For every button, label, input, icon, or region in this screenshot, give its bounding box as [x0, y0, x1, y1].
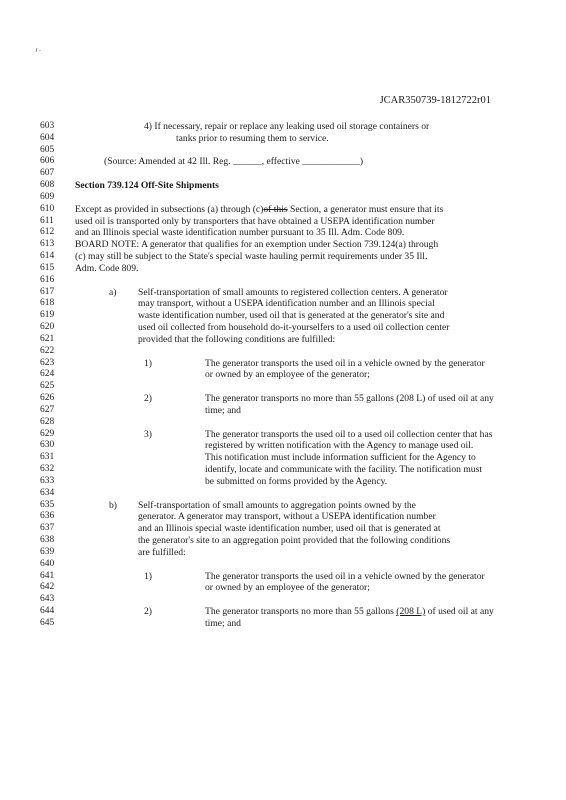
text-line: time; and	[205, 617, 241, 629]
line-number: 636	[40, 511, 55, 522]
text-line: The generator transports the used oil in a vehicle owned by the generator	[205, 570, 485, 582]
text-line: (c) may still be subject to the State's special waste hauling permit requirements under 35 Ill.	[75, 251, 428, 263]
text-line: Self-transportation of small amounts to registered collection centers. A generator	[138, 286, 448, 298]
line-number: 635	[40, 499, 55, 510]
line-number: 620	[40, 322, 55, 333]
text-line: identify, locate and communicate with the facility. The notification must	[205, 464, 482, 476]
text-line: Self-transportation of small amounts to aggregation points owned by the	[138, 499, 416, 511]
list-marker: b)	[109, 499, 117, 511]
text-span: Section, a generator must ensure that its	[287, 203, 444, 215]
line-number: 605	[40, 144, 55, 155]
line-number: 617	[40, 286, 55, 297]
line-number: 603	[40, 121, 55, 131]
section-heading: Section 739.124 Off-Site Shipments	[75, 180, 219, 192]
line-number: 626	[40, 393, 55, 404]
line-number: 611	[40, 215, 54, 226]
text-line: generator. A generator may transport, without a USEPA identification number	[138, 511, 436, 523]
line-number: 632	[40, 464, 55, 475]
line-number: 621	[40, 333, 55, 344]
list-marker: 2)	[144, 393, 152, 405]
line-number: 631	[40, 452, 55, 463]
text-line: Adm. Code 809.	[75, 262, 139, 274]
list-marker: 1)	[144, 357, 152, 369]
text-line: are fulfilled:	[138, 546, 186, 558]
line-number: 641	[40, 570, 55, 581]
list-marker: 1)	[144, 570, 152, 582]
line-number: 625	[40, 381, 55, 392]
line-number: 619	[40, 310, 55, 321]
text-line: or owned by an employee of the generator;	[205, 369, 370, 381]
text-line: and an Illinois special waste identification number, used oil that is generated at	[138, 523, 441, 535]
line-number: 629	[40, 428, 55, 439]
text-line: 4) If necessary, repair or replace any leaking used oil storage containers or	[144, 121, 430, 132]
line-number: 608	[40, 180, 55, 191]
text-line: may transport, without a USEPA identification number and an Illinois special	[138, 298, 435, 310]
line-number: 633	[40, 475, 55, 486]
line-number: 638	[40, 535, 55, 546]
text-line	[75, 204, 443, 215]
line-number: 604	[40, 132, 55, 143]
text-line: (Source: Amended at 42 Ill. Reg. ______, effective ____________)	[104, 156, 364, 168]
inserted-text: (208 L)	[396, 606, 426, 618]
scan-speck-icon	[35, 44, 45, 54]
line-number: 634	[40, 487, 55, 498]
line-number: 606	[40, 156, 55, 167]
text-line: the generator's site to an aggregation point provided that the following conditions	[138, 535, 451, 547]
line-number: 639	[40, 546, 55, 557]
line-number: 616	[40, 274, 55, 285]
line-number: 645	[40, 617, 55, 628]
text-line: and an Illinois special waste identification number pursuant to 35 Ill. Adm. Code 809.	[75, 227, 405, 239]
text-line: BOARD NOTE: A generator that qualifies for an exemption under Section 739.124(a) through	[75, 239, 439, 251]
text-line: used oil collected from household do-it-yourselfers to a used oil collection center	[138, 322, 450, 334]
text-line: time; and	[205, 404, 241, 416]
line-number: 610	[40, 203, 55, 214]
deleted-text: of this	[263, 203, 288, 215]
line-number: 643	[40, 594, 55, 605]
line-number: 642	[40, 582, 55, 593]
line-number: 618	[40, 298, 55, 309]
line-number: 624	[40, 369, 55, 380]
text-line: or owned by an employee of the generator;	[205, 582, 370, 594]
text-line: waste identification number, used oil that is generated at the generator's site and	[138, 310, 445, 322]
list-marker: 3)	[144, 428, 152, 440]
line-number: 612	[40, 227, 55, 238]
list-marker: 2)	[144, 606, 152, 618]
line-number: 640	[40, 558, 55, 569]
text-span: of used oil at any	[425, 606, 494, 618]
line-number: 630	[40, 440, 55, 451]
text-line: provided that the following conditions are fulfilled:	[138, 333, 336, 345]
line-number: 623	[40, 357, 55, 368]
line-number: 615	[40, 262, 55, 273]
text-line: registered by written notification with the Agency to manage used oil.	[205, 440, 474, 452]
text-line	[205, 606, 494, 617]
text-span: The generator transports no more than 55 gallons	[205, 606, 397, 618]
text-span: Except as provided in subsections (a) through (c)	[75, 203, 264, 215]
list-marker: a)	[109, 286, 117, 298]
text-line: used oil is transported only by transporters that have obtained a USEPA identification number	[75, 215, 435, 227]
line-number: 607	[40, 168, 55, 179]
line-number: 622	[40, 345, 55, 356]
line-number: 637	[40, 523, 55, 534]
line-number: 627	[40, 404, 55, 415]
line-number: 628	[40, 416, 55, 427]
text-line: The generator transports no more than 55 gallons (208 L) of used oil at any	[205, 393, 494, 405]
line-number: 613	[40, 239, 55, 250]
document-id: JCAR350739-1812722r01	[379, 95, 491, 106]
text-line: This notification must include information sufficient for the Agency to	[205, 452, 476, 464]
text-line: tanks prior to resuming them to service.	[176, 132, 329, 144]
text-line: The generator transports the used oil in a vehicle owned by the generator	[205, 357, 485, 369]
line-number: 644	[40, 606, 55, 617]
text-line: be submitted on forms provided by the Agency.	[205, 475, 388, 487]
text-line: The generator transports the used oil to a used oil collection center that has	[205, 428, 493, 440]
line-number: 614	[40, 251, 55, 262]
line-number: 609	[40, 191, 55, 202]
